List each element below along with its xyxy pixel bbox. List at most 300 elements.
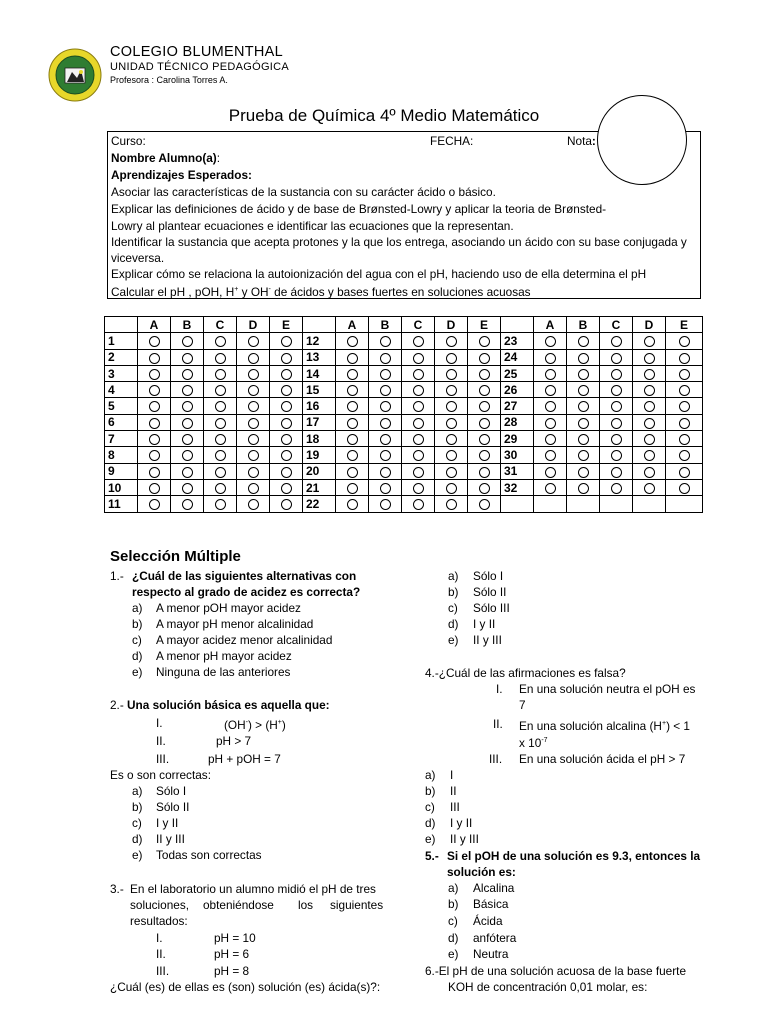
answer-bubble[interactable]: [215, 401, 226, 412]
answer-bubble[interactable]: [446, 483, 457, 494]
answer-bubble[interactable]: [578, 434, 589, 445]
answer-bubble[interactable]: [281, 336, 292, 347]
answer-bubble[interactable]: [248, 483, 259, 494]
answer-bubble[interactable]: [380, 401, 391, 412]
answer-bubble[interactable]: [149, 385, 160, 396]
answer-cell[interactable]: [402, 447, 435, 463]
answer-bubble[interactable]: [679, 336, 690, 347]
answer-cell[interactable]: [600, 431, 633, 447]
answer-cell[interactable]: [369, 382, 402, 398]
answer-cell[interactable]: [369, 365, 402, 381]
answer-cell[interactable]: [204, 431, 237, 447]
answer-bubble[interactable]: [248, 369, 259, 380]
answer-bubble[interactable]: [578, 385, 589, 396]
answer-cell[interactable]: [633, 398, 666, 414]
answer-bubble[interactable]: [644, 467, 655, 478]
answer-cell[interactable]: [600, 382, 633, 398]
answer-cell[interactable]: [204, 479, 237, 495]
answer-cell[interactable]: [204, 496, 237, 512]
answer-cell[interactable]: [171, 479, 204, 495]
answer-cell[interactable]: [534, 333, 567, 349]
answer-bubble[interactable]: [644, 450, 655, 461]
answer-bubble[interactable]: [380, 434, 391, 445]
answer-bubble[interactable]: [611, 418, 622, 429]
answer-bubble[interactable]: [446, 499, 457, 510]
answer-bubble[interactable]: [479, 353, 490, 364]
answer-bubble[interactable]: [182, 467, 193, 478]
answer-cell[interactable]: [237, 496, 270, 512]
answer-cell[interactable]: [138, 463, 171, 479]
answer-bubble[interactable]: [215, 483, 226, 494]
answer-cell[interactable]: [336, 333, 369, 349]
answer-bubble[interactable]: [149, 401, 160, 412]
answer-cell[interactable]: [633, 349, 666, 365]
answer-cell[interactable]: [138, 496, 171, 512]
answer-bubble[interactable]: [347, 483, 358, 494]
answer-cell[interactable]: [435, 414, 468, 430]
answer-cell[interactable]: [171, 382, 204, 398]
answer-cell[interactable]: [138, 365, 171, 381]
answer-cell[interactable]: [402, 431, 435, 447]
answer-cell[interactable]: [600, 463, 633, 479]
answer-bubble[interactable]: [446, 467, 457, 478]
answer-cell[interactable]: [633, 431, 666, 447]
answer-cell[interactable]: [402, 333, 435, 349]
answer-cell[interactable]: [402, 496, 435, 512]
answer-cell[interactable]: [567, 431, 600, 447]
answer-bubble[interactable]: [644, 434, 655, 445]
answer-bubble[interactable]: [446, 450, 457, 461]
answer-cell[interactable]: [666, 431, 703, 447]
answer-bubble[interactable]: [545, 353, 556, 364]
answer-cell[interactable]: [633, 333, 666, 349]
answer-cell[interactable]: [336, 479, 369, 495]
answer-cell[interactable]: [402, 382, 435, 398]
answer-cell[interactable]: [534, 431, 567, 447]
answer-bubble[interactable]: [248, 434, 259, 445]
answer-cell[interactable]: [567, 479, 600, 495]
answer-bubble[interactable]: [611, 353, 622, 364]
answer-bubble[interactable]: [380, 369, 391, 380]
answer-bubble[interactable]: [182, 385, 193, 396]
answer-cell[interactable]: [600, 479, 633, 495]
answer-cell[interactable]: [204, 398, 237, 414]
answer-cell[interactable]: [633, 414, 666, 430]
answer-cell[interactable]: [336, 349, 369, 365]
answer-cell[interactable]: [600, 349, 633, 365]
answer-bubble[interactable]: [545, 385, 556, 396]
answer-bubble[interactable]: [215, 418, 226, 429]
answer-bubble[interactable]: [413, 385, 424, 396]
answer-cell[interactable]: [369, 463, 402, 479]
answer-cell[interactable]: [600, 398, 633, 414]
answer-bubble[interactable]: [182, 483, 193, 494]
answer-bubble[interactable]: [347, 499, 358, 510]
answer-bubble[interactable]: [347, 401, 358, 412]
answer-cell[interactable]: [633, 382, 666, 398]
answer-cell[interactable]: [138, 479, 171, 495]
answer-cell[interactable]: [600, 414, 633, 430]
answer-bubble[interactable]: [149, 450, 160, 461]
answer-bubble[interactable]: [545, 369, 556, 380]
answer-bubble[interactable]: [611, 450, 622, 461]
answer-bubble[interactable]: [644, 385, 655, 396]
answer-cell[interactable]: [171, 447, 204, 463]
answer-bubble[interactable]: [248, 450, 259, 461]
answer-bubble[interactable]: [347, 450, 358, 461]
answer-cell[interactable]: [468, 431, 501, 447]
answer-bubble[interactable]: [182, 418, 193, 429]
answer-cell[interactable]: [534, 365, 567, 381]
answer-bubble[interactable]: [611, 336, 622, 347]
answer-bubble[interactable]: [182, 499, 193, 510]
answer-cell[interactable]: [666, 398, 703, 414]
answer-cell[interactable]: [270, 333, 303, 349]
answer-bubble[interactable]: [578, 483, 589, 494]
answer-cell[interactable]: [369, 333, 402, 349]
answer-cell[interactable]: [237, 349, 270, 365]
answer-bubble[interactable]: [248, 418, 259, 429]
answer-cell[interactable]: [468, 479, 501, 495]
answer-bubble[interactable]: [578, 401, 589, 412]
answer-bubble[interactable]: [215, 434, 226, 445]
answer-bubble[interactable]: [446, 353, 457, 364]
answer-bubble[interactable]: [479, 434, 490, 445]
answer-cell[interactable]: [666, 333, 703, 349]
answer-cell[interactable]: [534, 479, 567, 495]
answer-bubble[interactable]: [479, 401, 490, 412]
answer-bubble[interactable]: [578, 418, 589, 429]
answer-bubble[interactable]: [215, 385, 226, 396]
answer-cell[interactable]: [600, 365, 633, 381]
answer-cell[interactable]: [468, 447, 501, 463]
answer-bubble[interactable]: [182, 336, 193, 347]
answer-cell[interactable]: [402, 414, 435, 430]
answer-bubble[interactable]: [413, 434, 424, 445]
answer-cell[interactable]: [468, 333, 501, 349]
answer-bubble[interactable]: [479, 336, 490, 347]
answer-cell[interactable]: [534, 349, 567, 365]
answer-bubble[interactable]: [182, 353, 193, 364]
answer-cell[interactable]: [534, 398, 567, 414]
answer-bubble[interactable]: [644, 401, 655, 412]
answer-cell[interactable]: [369, 496, 402, 512]
answer-bubble[interactable]: [248, 385, 259, 396]
answer-bubble[interactable]: [446, 418, 457, 429]
answer-bubble[interactable]: [215, 450, 226, 461]
answer-cell[interactable]: [171, 398, 204, 414]
answer-bubble[interactable]: [413, 353, 424, 364]
answer-cell[interactable]: [369, 414, 402, 430]
answer-cell[interactable]: [435, 382, 468, 398]
answer-bubble[interactable]: [545, 401, 556, 412]
answer-cell[interactable]: [402, 349, 435, 365]
answer-bubble[interactable]: [380, 336, 391, 347]
answer-cell[interactable]: [237, 333, 270, 349]
answer-bubble[interactable]: [380, 450, 391, 461]
answer-bubble[interactable]: [347, 336, 358, 347]
answer-cell[interactable]: [402, 463, 435, 479]
answer-cell[interactable]: [435, 398, 468, 414]
answer-bubble[interactable]: [149, 499, 160, 510]
answer-bubble[interactable]: [679, 369, 690, 380]
answer-bubble[interactable]: [413, 450, 424, 461]
answer-cell[interactable]: [270, 496, 303, 512]
answer-bubble[interactable]: [679, 450, 690, 461]
answer-bubble[interactable]: [215, 499, 226, 510]
answer-bubble[interactable]: [347, 353, 358, 364]
answer-bubble[interactable]: [578, 369, 589, 380]
answer-bubble[interactable]: [215, 353, 226, 364]
answer-bubble[interactable]: [182, 434, 193, 445]
answer-bubble[interactable]: [578, 450, 589, 461]
answer-bubble[interactable]: [679, 353, 690, 364]
answer-bubble[interactable]: [545, 336, 556, 347]
answer-bubble[interactable]: [380, 353, 391, 364]
answer-cell[interactable]: [204, 463, 237, 479]
answer-bubble[interactable]: [149, 434, 160, 445]
answer-cell[interactable]: [138, 398, 171, 414]
answer-bubble[interactable]: [380, 467, 391, 478]
answer-cell[interactable]: [336, 414, 369, 430]
answer-cell[interactable]: [237, 398, 270, 414]
answer-cell[interactable]: [666, 463, 703, 479]
answer-bubble[interactable]: [611, 467, 622, 478]
answer-bubble[interactable]: [679, 401, 690, 412]
answer-cell[interactable]: [567, 463, 600, 479]
answer-cell[interactable]: [435, 431, 468, 447]
answer-cell[interactable]: [138, 333, 171, 349]
answer-bubble[interactable]: [281, 418, 292, 429]
answer-bubble[interactable]: [380, 385, 391, 396]
answer-bubble[interactable]: [182, 401, 193, 412]
answer-bubble[interactable]: [281, 467, 292, 478]
answer-bubble[interactable]: [248, 467, 259, 478]
answer-cell[interactable]: [468, 398, 501, 414]
answer-cell[interactable]: [468, 365, 501, 381]
answer-cell[interactable]: [171, 349, 204, 365]
answer-cell[interactable]: [270, 382, 303, 398]
answer-bubble[interactable]: [578, 336, 589, 347]
answer-bubble[interactable]: [545, 418, 556, 429]
answer-bubble[interactable]: [611, 401, 622, 412]
answer-bubble[interactable]: [446, 336, 457, 347]
answer-cell[interactable]: [138, 414, 171, 430]
answer-cell[interactable]: [435, 447, 468, 463]
answer-cell[interactable]: [237, 382, 270, 398]
answer-cell[interactable]: [336, 496, 369, 512]
answer-bubble[interactable]: [248, 401, 259, 412]
answer-bubble[interactable]: [149, 483, 160, 494]
answer-cell[interactable]: [534, 447, 567, 463]
answer-cell[interactable]: [666, 349, 703, 365]
answer-bubble[interactable]: [380, 483, 391, 494]
answer-cell[interactable]: [567, 398, 600, 414]
answer-cell[interactable]: [171, 431, 204, 447]
answer-bubble[interactable]: [479, 467, 490, 478]
answer-bubble[interactable]: [479, 385, 490, 396]
answer-cell[interactable]: [204, 349, 237, 365]
answer-bubble[interactable]: [182, 369, 193, 380]
answer-cell[interactable]: [270, 398, 303, 414]
answer-cell[interactable]: [435, 496, 468, 512]
answer-cell[interactable]: [237, 414, 270, 430]
answer-bubble[interactable]: [281, 369, 292, 380]
answer-cell[interactable]: [204, 333, 237, 349]
answer-cell[interactable]: [138, 349, 171, 365]
answer-bubble[interactable]: [281, 401, 292, 412]
answer-bubble[interactable]: [545, 450, 556, 461]
answer-bubble[interactable]: [413, 369, 424, 380]
answer-cell[interactable]: [600, 333, 633, 349]
answer-cell[interactable]: [336, 463, 369, 479]
answer-cell[interactable]: [138, 431, 171, 447]
answer-bubble[interactable]: [182, 450, 193, 461]
answer-cell[interactable]: [369, 349, 402, 365]
answer-bubble[interactable]: [545, 467, 556, 478]
answer-cell[interactable]: [567, 349, 600, 365]
answer-bubble[interactable]: [215, 336, 226, 347]
answer-cell[interactable]: [567, 414, 600, 430]
answer-cell[interactable]: [666, 365, 703, 381]
answer-cell[interactable]: [567, 382, 600, 398]
answer-cell[interactable]: [237, 431, 270, 447]
answer-bubble[interactable]: [611, 369, 622, 380]
answer-bubble[interactable]: [679, 385, 690, 396]
answer-cell[interactable]: [567, 333, 600, 349]
answer-cell[interactable]: [435, 463, 468, 479]
answer-cell[interactable]: [270, 463, 303, 479]
answer-cell[interactable]: [435, 349, 468, 365]
answer-cell[interactable]: [567, 447, 600, 463]
answer-cell[interactable]: [171, 496, 204, 512]
answer-cell[interactable]: [204, 414, 237, 430]
answer-bubble[interactable]: [611, 385, 622, 396]
answer-cell[interactable]: [204, 447, 237, 463]
answer-cell[interactable]: [600, 447, 633, 463]
answer-bubble[interactable]: [413, 483, 424, 494]
answer-bubble[interactable]: [281, 434, 292, 445]
answer-bubble[interactable]: [347, 385, 358, 396]
answer-bubble[interactable]: [611, 483, 622, 494]
answer-bubble[interactable]: [281, 483, 292, 494]
answer-cell[interactable]: [336, 447, 369, 463]
answer-cell[interactable]: [666, 447, 703, 463]
answer-bubble[interactable]: [545, 434, 556, 445]
answer-bubble[interactable]: [644, 369, 655, 380]
answer-bubble[interactable]: [149, 369, 160, 380]
answer-bubble[interactable]: [149, 418, 160, 429]
answer-bubble[interactable]: [248, 353, 259, 364]
answer-cell[interactable]: [270, 349, 303, 365]
answer-cell[interactable]: [270, 414, 303, 430]
answer-cell[interactable]: [435, 333, 468, 349]
answer-cell[interactable]: [402, 479, 435, 495]
answer-bubble[interactable]: [149, 467, 160, 478]
answer-bubble[interactable]: [479, 499, 490, 510]
answer-bubble[interactable]: [347, 434, 358, 445]
answer-bubble[interactable]: [281, 499, 292, 510]
answer-bubble[interactable]: [644, 353, 655, 364]
answer-bubble[interactable]: [413, 418, 424, 429]
answer-cell[interactable]: [633, 463, 666, 479]
answer-cell[interactable]: [369, 431, 402, 447]
answer-bubble[interactable]: [644, 418, 655, 429]
answer-cell[interactable]: [237, 479, 270, 495]
answer-bubble[interactable]: [380, 418, 391, 429]
answer-cell[interactable]: [237, 463, 270, 479]
answer-cell[interactable]: [171, 463, 204, 479]
answer-bubble[interactable]: [149, 353, 160, 364]
answer-bubble[interactable]: [215, 467, 226, 478]
answer-bubble[interactable]: [679, 483, 690, 494]
answer-bubble[interactable]: [479, 418, 490, 429]
answer-bubble[interactable]: [380, 499, 391, 510]
answer-cell[interactable]: [204, 365, 237, 381]
answer-cell[interactable]: [270, 431, 303, 447]
answer-bubble[interactable]: [479, 450, 490, 461]
answer-bubble[interactable]: [413, 467, 424, 478]
answer-bubble[interactable]: [479, 483, 490, 494]
answer-cell[interactable]: [270, 479, 303, 495]
answer-cell[interactable]: [468, 496, 501, 512]
answer-cell[interactable]: [468, 349, 501, 365]
answer-bubble[interactable]: [248, 336, 259, 347]
answer-cell[interactable]: [171, 365, 204, 381]
answer-cell[interactable]: [270, 447, 303, 463]
answer-cell[interactable]: [402, 398, 435, 414]
answer-cell[interactable]: [204, 382, 237, 398]
answer-cell[interactable]: [336, 431, 369, 447]
answer-cell[interactable]: [336, 382, 369, 398]
answer-cell[interactable]: [633, 447, 666, 463]
answer-cell[interactable]: [435, 479, 468, 495]
answer-cell[interactable]: [435, 365, 468, 381]
answer-bubble[interactable]: [679, 418, 690, 429]
answer-bubble[interactable]: [644, 483, 655, 494]
answer-bubble[interactable]: [446, 401, 457, 412]
answer-bubble[interactable]: [281, 450, 292, 461]
answer-cell[interactable]: [567, 365, 600, 381]
answer-cell[interactable]: [534, 382, 567, 398]
answer-cell[interactable]: [171, 333, 204, 349]
answer-bubble[interactable]: [413, 401, 424, 412]
answer-cell[interactable]: [138, 382, 171, 398]
answer-bubble[interactable]: [679, 434, 690, 445]
answer-bubble[interactable]: [347, 467, 358, 478]
answer-cell[interactable]: [237, 365, 270, 381]
answer-bubble[interactable]: [644, 336, 655, 347]
answer-bubble[interactable]: [248, 499, 259, 510]
answer-bubble[interactable]: [215, 369, 226, 380]
answer-bubble[interactable]: [347, 418, 358, 429]
answer-bubble[interactable]: [413, 499, 424, 510]
answer-cell[interactable]: [666, 382, 703, 398]
answer-bubble[interactable]: [446, 434, 457, 445]
answer-bubble[interactable]: [413, 336, 424, 347]
answer-bubble[interactable]: [545, 483, 556, 494]
answer-bubble[interactable]: [149, 336, 160, 347]
answer-cell[interactable]: [270, 365, 303, 381]
answer-cell[interactable]: [369, 447, 402, 463]
answer-bubble[interactable]: [479, 369, 490, 380]
answer-cell[interactable]: [138, 447, 171, 463]
answer-bubble[interactable]: [347, 369, 358, 380]
answer-bubble[interactable]: [281, 385, 292, 396]
answer-cell[interactable]: [402, 365, 435, 381]
answer-cell[interactable]: [633, 479, 666, 495]
answer-cell[interactable]: [171, 414, 204, 430]
